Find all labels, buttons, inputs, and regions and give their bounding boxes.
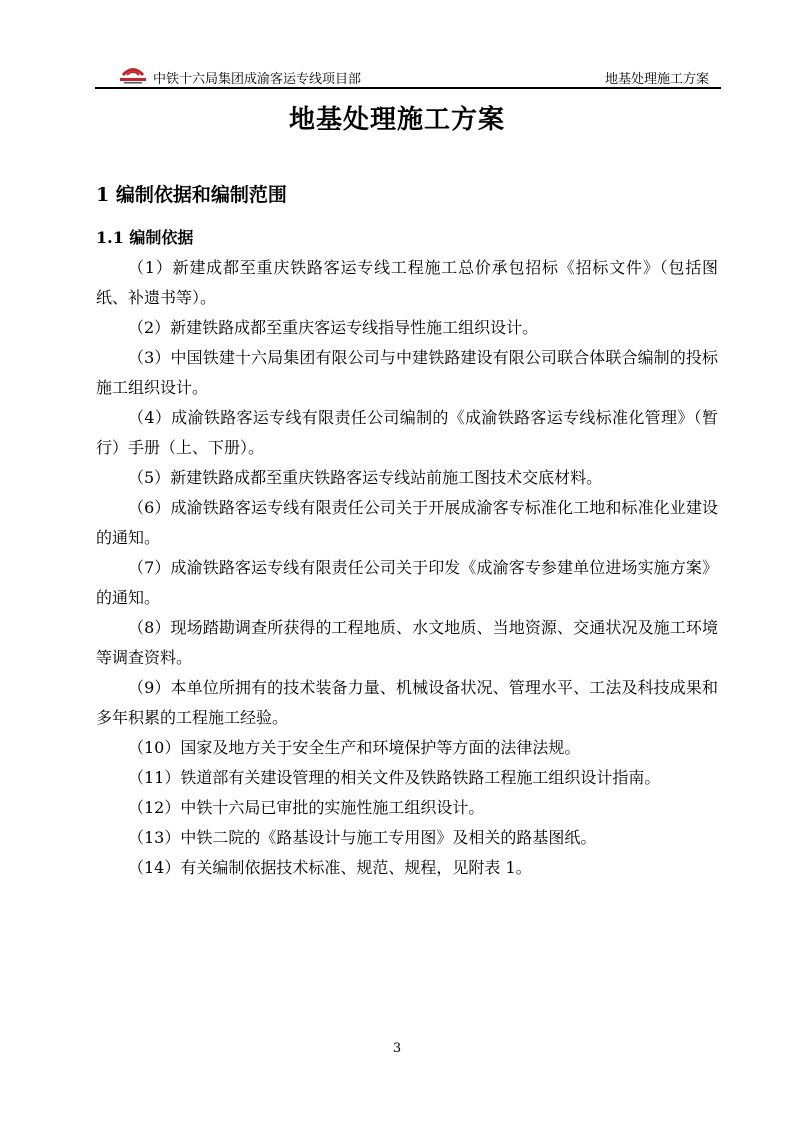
basis-item-7: （7）成渝铁路客运专线有限责任公司关于印发《成渝客专参建单位进场实施方案》的通知。 — [96, 558, 718, 607]
basis-item-11: （11）铁道部有关建设管理的相关文件及铁路铁路工程施工组织设计指南。 — [128, 768, 661, 787]
basis-item-13: （13）中铁二院的《路基设计与施工专用图》及相关的路基图纸。 — [128, 828, 597, 847]
basis-item-10: （10）国家及地方关于安全生产和环境保护等方面的法律法规。 — [128, 738, 581, 757]
basis-item-9: （9）本单位所拥有的技术装备力量、机械设备状况、管理水平、工法及科技成果和多年积累的工程施工经验。 — [96, 678, 718, 727]
company-logo-icon — [117, 63, 149, 85]
page-title: 地基处理施工方案 — [288, 105, 505, 135]
header-rule — [95, 87, 721, 89]
subsection-heading: 1.1 编制依据 — [96, 228, 194, 247]
basis-item-3: （3）中国铁建十六局集团有限公司与中建铁路建设有限公司联合体联合编制的投标施工组织设计。 — [96, 348, 718, 397]
basis-item-6: （6）成渝铁路客运专线有限责任公司关于开展成渝客专标准化工地和标准化业建设的通知。 — [96, 498, 718, 547]
basis-item-8: （8）现场踏勘调查所获得的工程地质、水文地质、当地资源、交通状况及施工环境等调查资料。 — [96, 618, 718, 667]
basis-item-12: （12）中铁十六局已审批的实施性施工组织设计。 — [128, 798, 485, 817]
basis-item-4: （4）成渝铁路客运专线有限责任公司编制的《成渝铁路客运专线标准化管理》（暂行）手册（上、下册）。 — [96, 408, 718, 457]
basis-item-5: （5）新建铁路成都至重庆铁路客运专线站前施工图技术交底材料。 — [128, 468, 603, 487]
section-heading: 1 编制依据和编制范围 — [96, 184, 287, 206]
basis-item-2: （2）新建铁路成都至重庆客运专线指导性施工组织设计。 — [128, 318, 539, 337]
page-header — [95, 60, 721, 89]
header-document-title: 地基处理施工方案 — [604, 72, 709, 87]
section-content — [96, 253, 718, 883]
page-number: 3 — [392, 1041, 402, 1056]
basis-item-1: （1）新建成都至重庆铁路客运专线工程施工总价承包招标《招标文件》（包括图纸、补遗书等）。 — [96, 258, 718, 307]
basis-item-14: （14）有关编制依据技术标准、规范、规程，见附表 1。 — [128, 858, 532, 877]
header-organization: 中铁十六局集团成渝客运专线项目部 — [153, 72, 362, 87]
